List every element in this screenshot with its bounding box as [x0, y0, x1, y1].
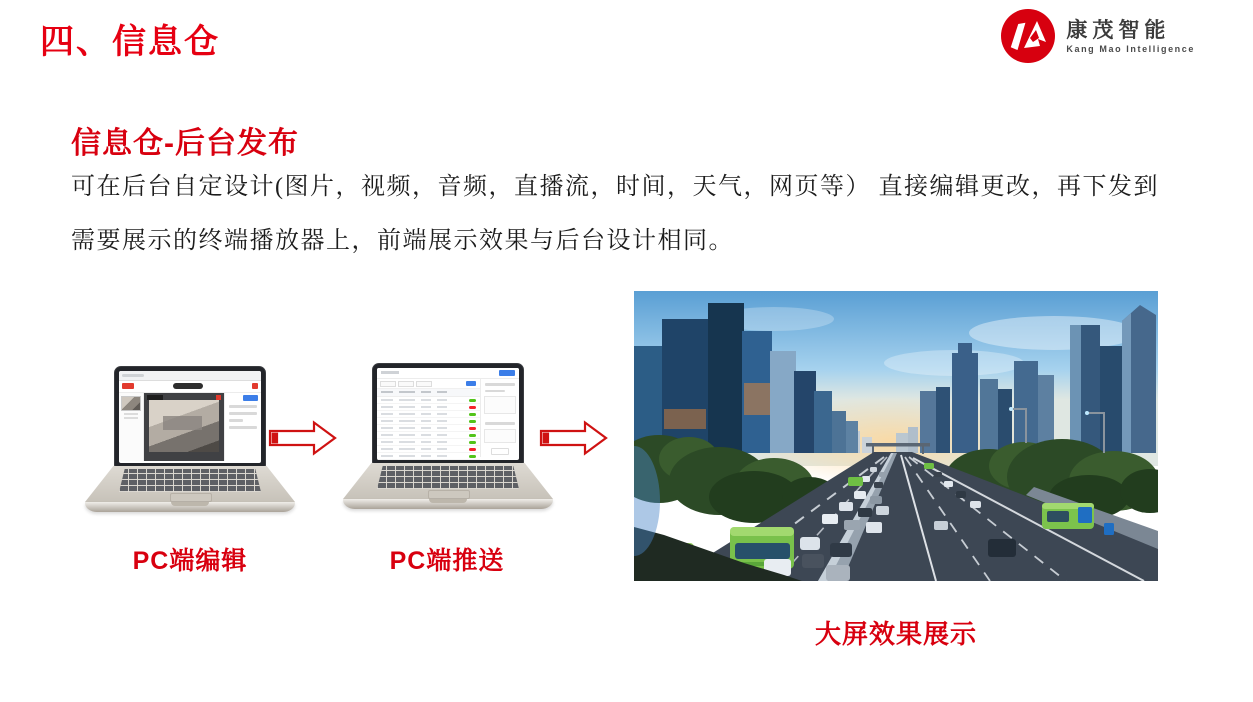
flow-arrow-icon — [538, 418, 608, 458]
body-line-2: 需要展示的终端播放器上，前端展示效果与后台设计相同。 — [71, 228, 734, 254]
editor-canvas — [144, 393, 224, 461]
properties-panel — [224, 393, 261, 461]
laptop-keyboard-deck — [85, 466, 295, 502]
laptop-base — [343, 463, 553, 515]
editor-toolbar — [119, 381, 261, 393]
living-room-photo — [149, 400, 219, 452]
browser-bar — [119, 371, 261, 381]
thumbnail-panel — [119, 393, 144, 461]
mini-table-row — [377, 453, 480, 460]
logo-icon — [1000, 8, 1056, 64]
red-square — [252, 383, 258, 389]
step-label-pc-edit: PC端编辑 — [132, 547, 248, 575]
mini-table-row — [377, 446, 480, 453]
mini-table-row — [377, 432, 480, 439]
section-title: 信息仓-后台发布 — [71, 127, 299, 160]
mini-table-row — [377, 425, 480, 432]
room-thumbnail — [121, 396, 141, 411]
mini-table-row — [377, 439, 480, 446]
editor-body — [119, 393, 261, 461]
laptop-keyboard — [377, 466, 519, 489]
red-button — [122, 383, 134, 389]
mini-table-row — [377, 397, 480, 404]
step-label-big-screen: 大屏效果展示 — [814, 619, 977, 649]
app-header — [377, 368, 519, 379]
logo-text — [1066, 18, 1195, 54]
body-paragraph — [71, 160, 1201, 268]
table-toolbar — [377, 379, 480, 389]
canvas-size-pill — [173, 383, 203, 389]
blue-button — [243, 395, 258, 401]
mini-table-row — [377, 411, 480, 418]
logo-name-en: Kang Mao Intelligence — [1066, 44, 1195, 54]
laptop-bottom-edge — [343, 499, 553, 509]
mini-table-row — [377, 404, 480, 411]
flow-arrow-icon — [267, 418, 337, 458]
page-title: 四、信息仓 — [40, 23, 220, 61]
laptop-edit-image — [85, 366, 295, 518]
device-list-app-screenshot — [377, 368, 519, 460]
laptop-keyboard-deck — [343, 463, 553, 499]
mini-table — [377, 379, 481, 457]
mini-table-row — [377, 418, 480, 425]
blue-button — [499, 370, 515, 376]
laptop-touchpad — [170, 493, 212, 502]
company-logo — [1000, 8, 1195, 64]
step-label-pc-push: PC端推送 — [389, 547, 505, 575]
city-traffic-photo — [634, 291, 1158, 581]
laptop-screen — [372, 363, 524, 464]
laptop-keyboard — [119, 469, 261, 492]
logo-name-cn: 康茂智能 — [1066, 19, 1171, 42]
laptop-base — [85, 466, 295, 518]
app-body — [377, 379, 519, 457]
table-header — [377, 389, 480, 397]
laptop-screen — [114, 366, 266, 467]
body-line-1: 可在后台自定设计(图片，视频，音频，直播流，时间，天气，网页等） 直接编辑更改，再下发到 — [71, 174, 1159, 200]
side-panel — [481, 379, 519, 457]
laptop-bottom-edge — [85, 502, 295, 512]
laptop-touchpad — [428, 490, 470, 499]
laptop-push-image — [343, 363, 553, 515]
editor-app-screenshot — [119, 371, 261, 463]
